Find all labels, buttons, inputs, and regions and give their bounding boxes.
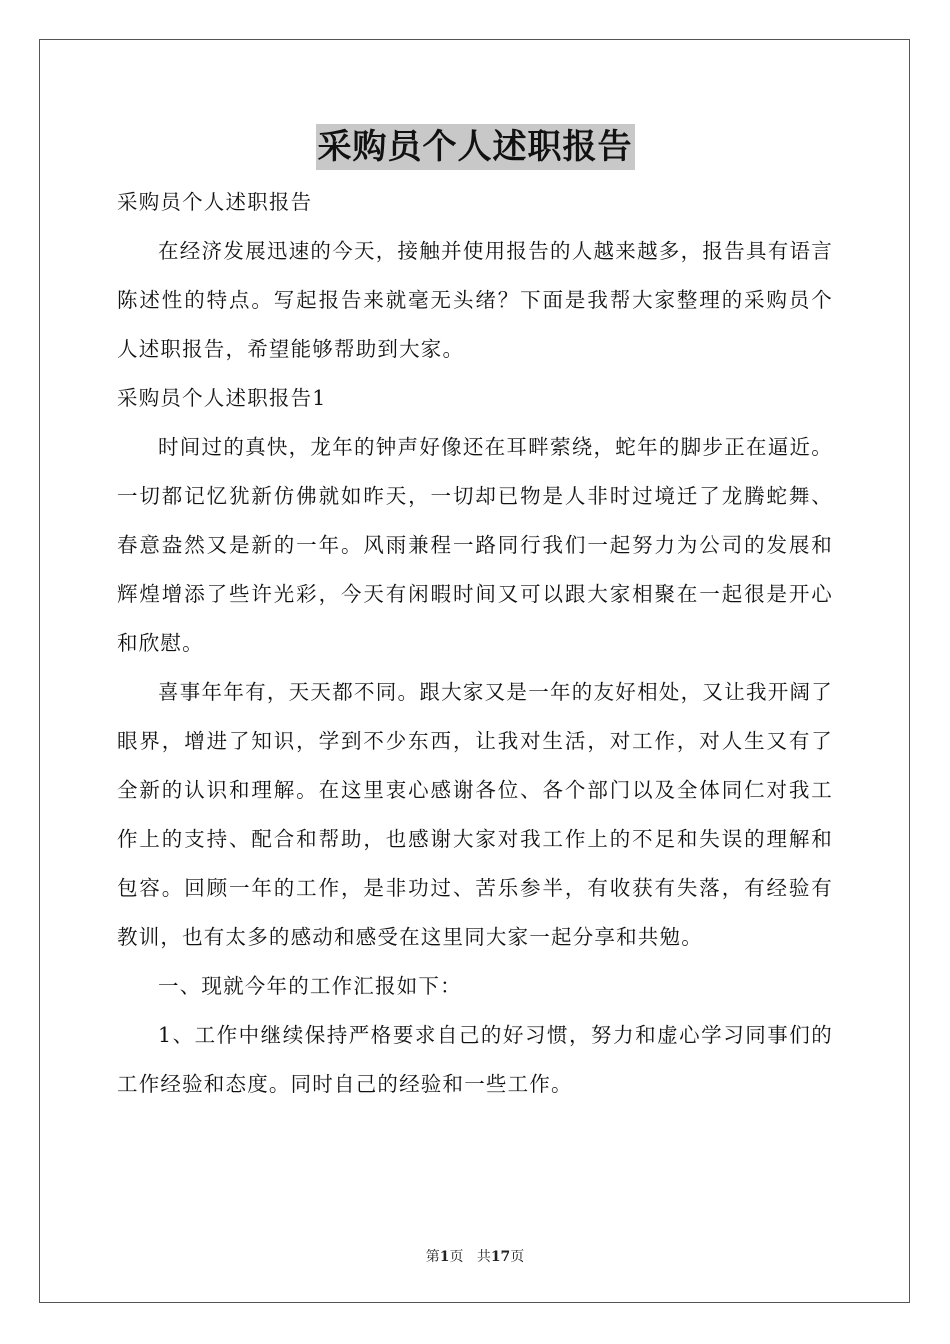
paragraph: 一、现就今年的工作汇报如下： [158, 974, 462, 998]
paragraph: 喜事年年有，天天都不同。跟大家又是一年的友好相处，又让我开阔了眼界，增进了知识，学到不少东西，让我对生活，对工作，对人生又有了全新的认识和理解。在这里衷心感谢各位、各个部门以及全体同仁对我工作上的支持、配合和帮助，也感谢大家对我工作上的不足和失误的理解和包容。回顾一年的工作，是非功过、苦乐参半，有收获有失落，有经验有教训，也有太多的感动和感受在这里同大家一起分享和共勉。 [117, 680, 833, 949]
total-unit: 页 [510, 1249, 525, 1265]
paragraph: 1、工作中继续保持严格要求自己的好习惯，努力和虚心学习同事们的工作经验和态度。同时自己的经验和一些工作。 [117, 1023, 833, 1096]
paragraph: 在经济发展迅速的今天，接触并使用报告的人越来越多，报告具有语言陈述性的特点。写起报告来就毫无头绪？下面是我帮大家整理的采购员个人述职报告，希望能够帮助到大家。 [117, 239, 833, 361]
page-footer [0, 1248, 950, 1266]
paragraph: 采购员个人述职报告1 [117, 386, 327, 410]
paragraph: 时间过的真快，龙年的钟声好像还在耳畔萦绕，蛇年的脚步正在逼近。一切都记忆犹新仿佛就如昨天，一切却已物是人非时过境迁了龙腾蛇舞、春意盎然又是新的一年。风雨兼程一路同行我们一起努力为公司的发展和辉煌增添了些许光彩，今天有闲暇时间又可以跟大家相聚在一起很是开心和欣慰。 [117, 435, 833, 655]
page-unit: 页 [449, 1249, 464, 1265]
total-prefix: 共 [476, 1249, 491, 1265]
document-body [117, 178, 833, 1109]
document-title: 采购员个人述职报告 [316, 124, 635, 170]
page-total: 17 [490, 1249, 511, 1265]
paragraph: 采购员个人述职报告 [117, 190, 313, 214]
title-container [0, 124, 950, 170]
page-prefix: 第 [425, 1249, 440, 1265]
page-current: 1 [439, 1249, 450, 1265]
